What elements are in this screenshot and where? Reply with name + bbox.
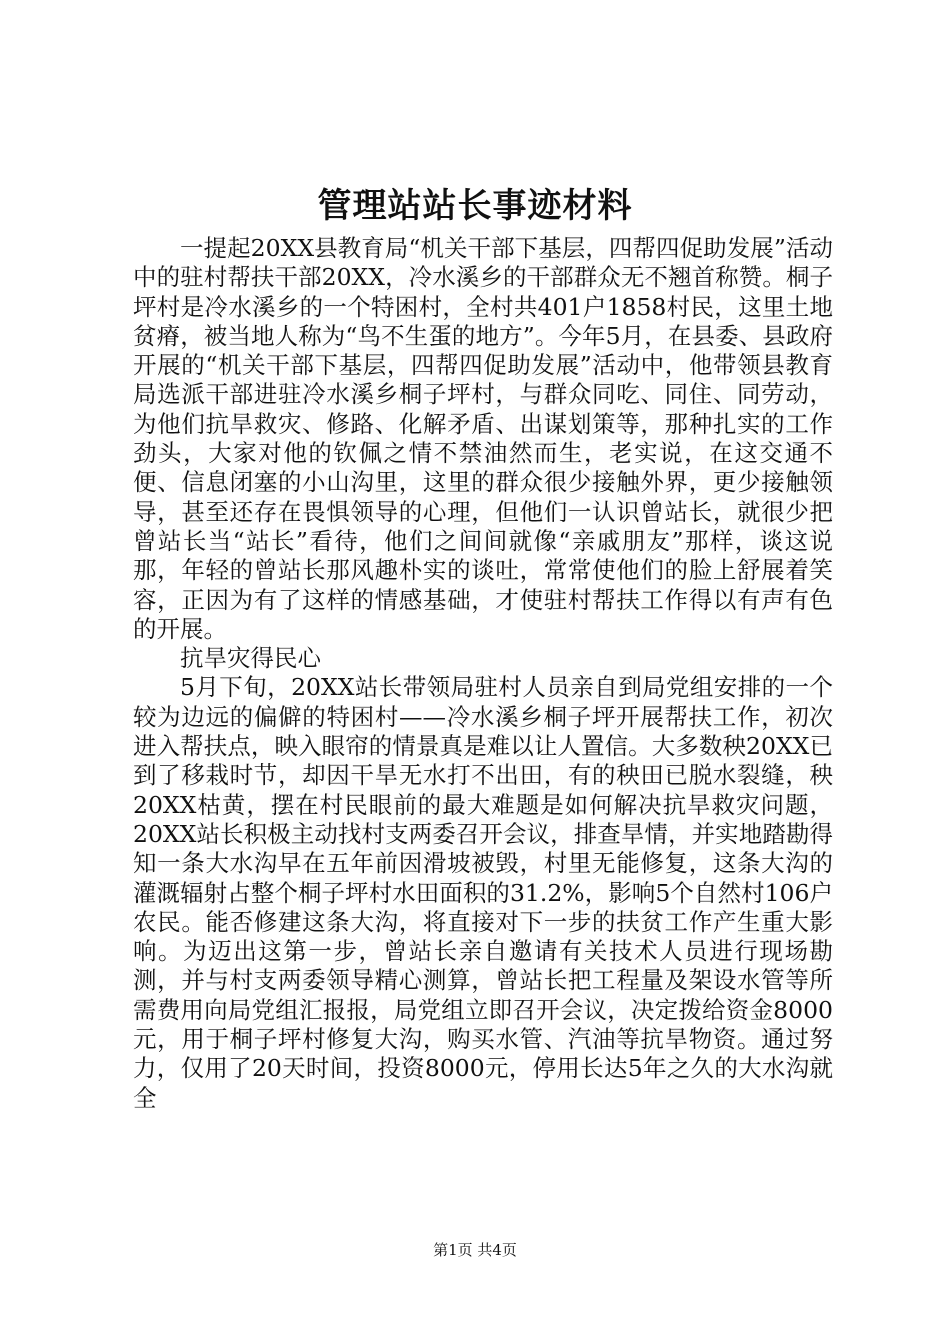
paragraph-drought-relief: 5月下旬，20XX站长带领局驻村人员亲自到局党组安排的一个较为边远的偏僻的特困村——冷水溪乡桐子坪开展帮扶工作，初次进入帮扶点，映入眼帘的情景真是难以让人置信。大多数秧20XX已到了移栽时节，却因干旱无水打不出田，有的秧田已脱水裂缝，秧20XX枯黄，摆在村民眼前的最大难题是如何解决抗旱救灾问题，20XX站长积极主动找村支两委召开会议，排查旱情，并实地踏勘得知一条大水沟早在五年前因滑坡被毁，村里无能修复，这条大沟的灌溉辐射占整个桐子坪村水田面积的31.2%，影响5个自然村106户农民。能否修建这条大沟，将直接对下一步的扶贫工作产生重大影响。为迈出这第一步，曾站长亲自邀请有关技术人员进行现场勘测，并与村支两委领导精心测算，曾站长把工程量及架设水管等所需费用向局党组汇报报，局党组立即召开会议，决定拨给资金8000元，用于桐子坪村修复大沟，购买水管、汽油等抗旱物资。通过努力，仅用了20天时间，投资8000元，停用长达5年之久的大水沟就全	[133, 673, 833, 1112]
section-heading: 抗旱灾得民心	[180, 644, 321, 673]
page-footer: 第1页 共4页	[433, 1241, 517, 1259]
document-body	[133, 234, 833, 1113]
document-title: 管理站站长事迹材料	[317, 186, 633, 226]
paragraph-intro: 一提起20XX县教育局“机关干部下基层，四帮四促助发展”活动中的驻村帮扶干部20XX，冷水溪乡的干部群众无不翘首称赞。桐子坪村是冷水溪乡的一个特困村，全村共401户1858村民，这里土地贫瘠，被当地人称为“鸟不生蛋的地方”。今年5月，在县委、县政府开展的“机关干部下基层，四帮四促助发展”活动中，他带领县教育局选派干部进驻冷水溪乡桐子坪村，与群众同吃、同住、同劳动，为他们抗旱救灾、修路、化解矛盾、出谋划策等，那种扎实的工作劲头，大家对他的钦佩之情不禁油然而生，老实说，在这交通不便、信息闭塞的小山沟里，这里的群众很少接触外界，更少接触领导，甚至还存在畏惧领导的心理，但他们一认识曾站长，就很少把曾站长当“站长”看待，他们之间间就像“亲戚朋友”那样，谈这说那，年轻的曾站长那风趣朴实的谈吐，常常使他们的脸上舒展着笑容，正因为有了这样的情感基础，才使驻村帮扶工作得以有声有色的开展。	[133, 234, 833, 643]
